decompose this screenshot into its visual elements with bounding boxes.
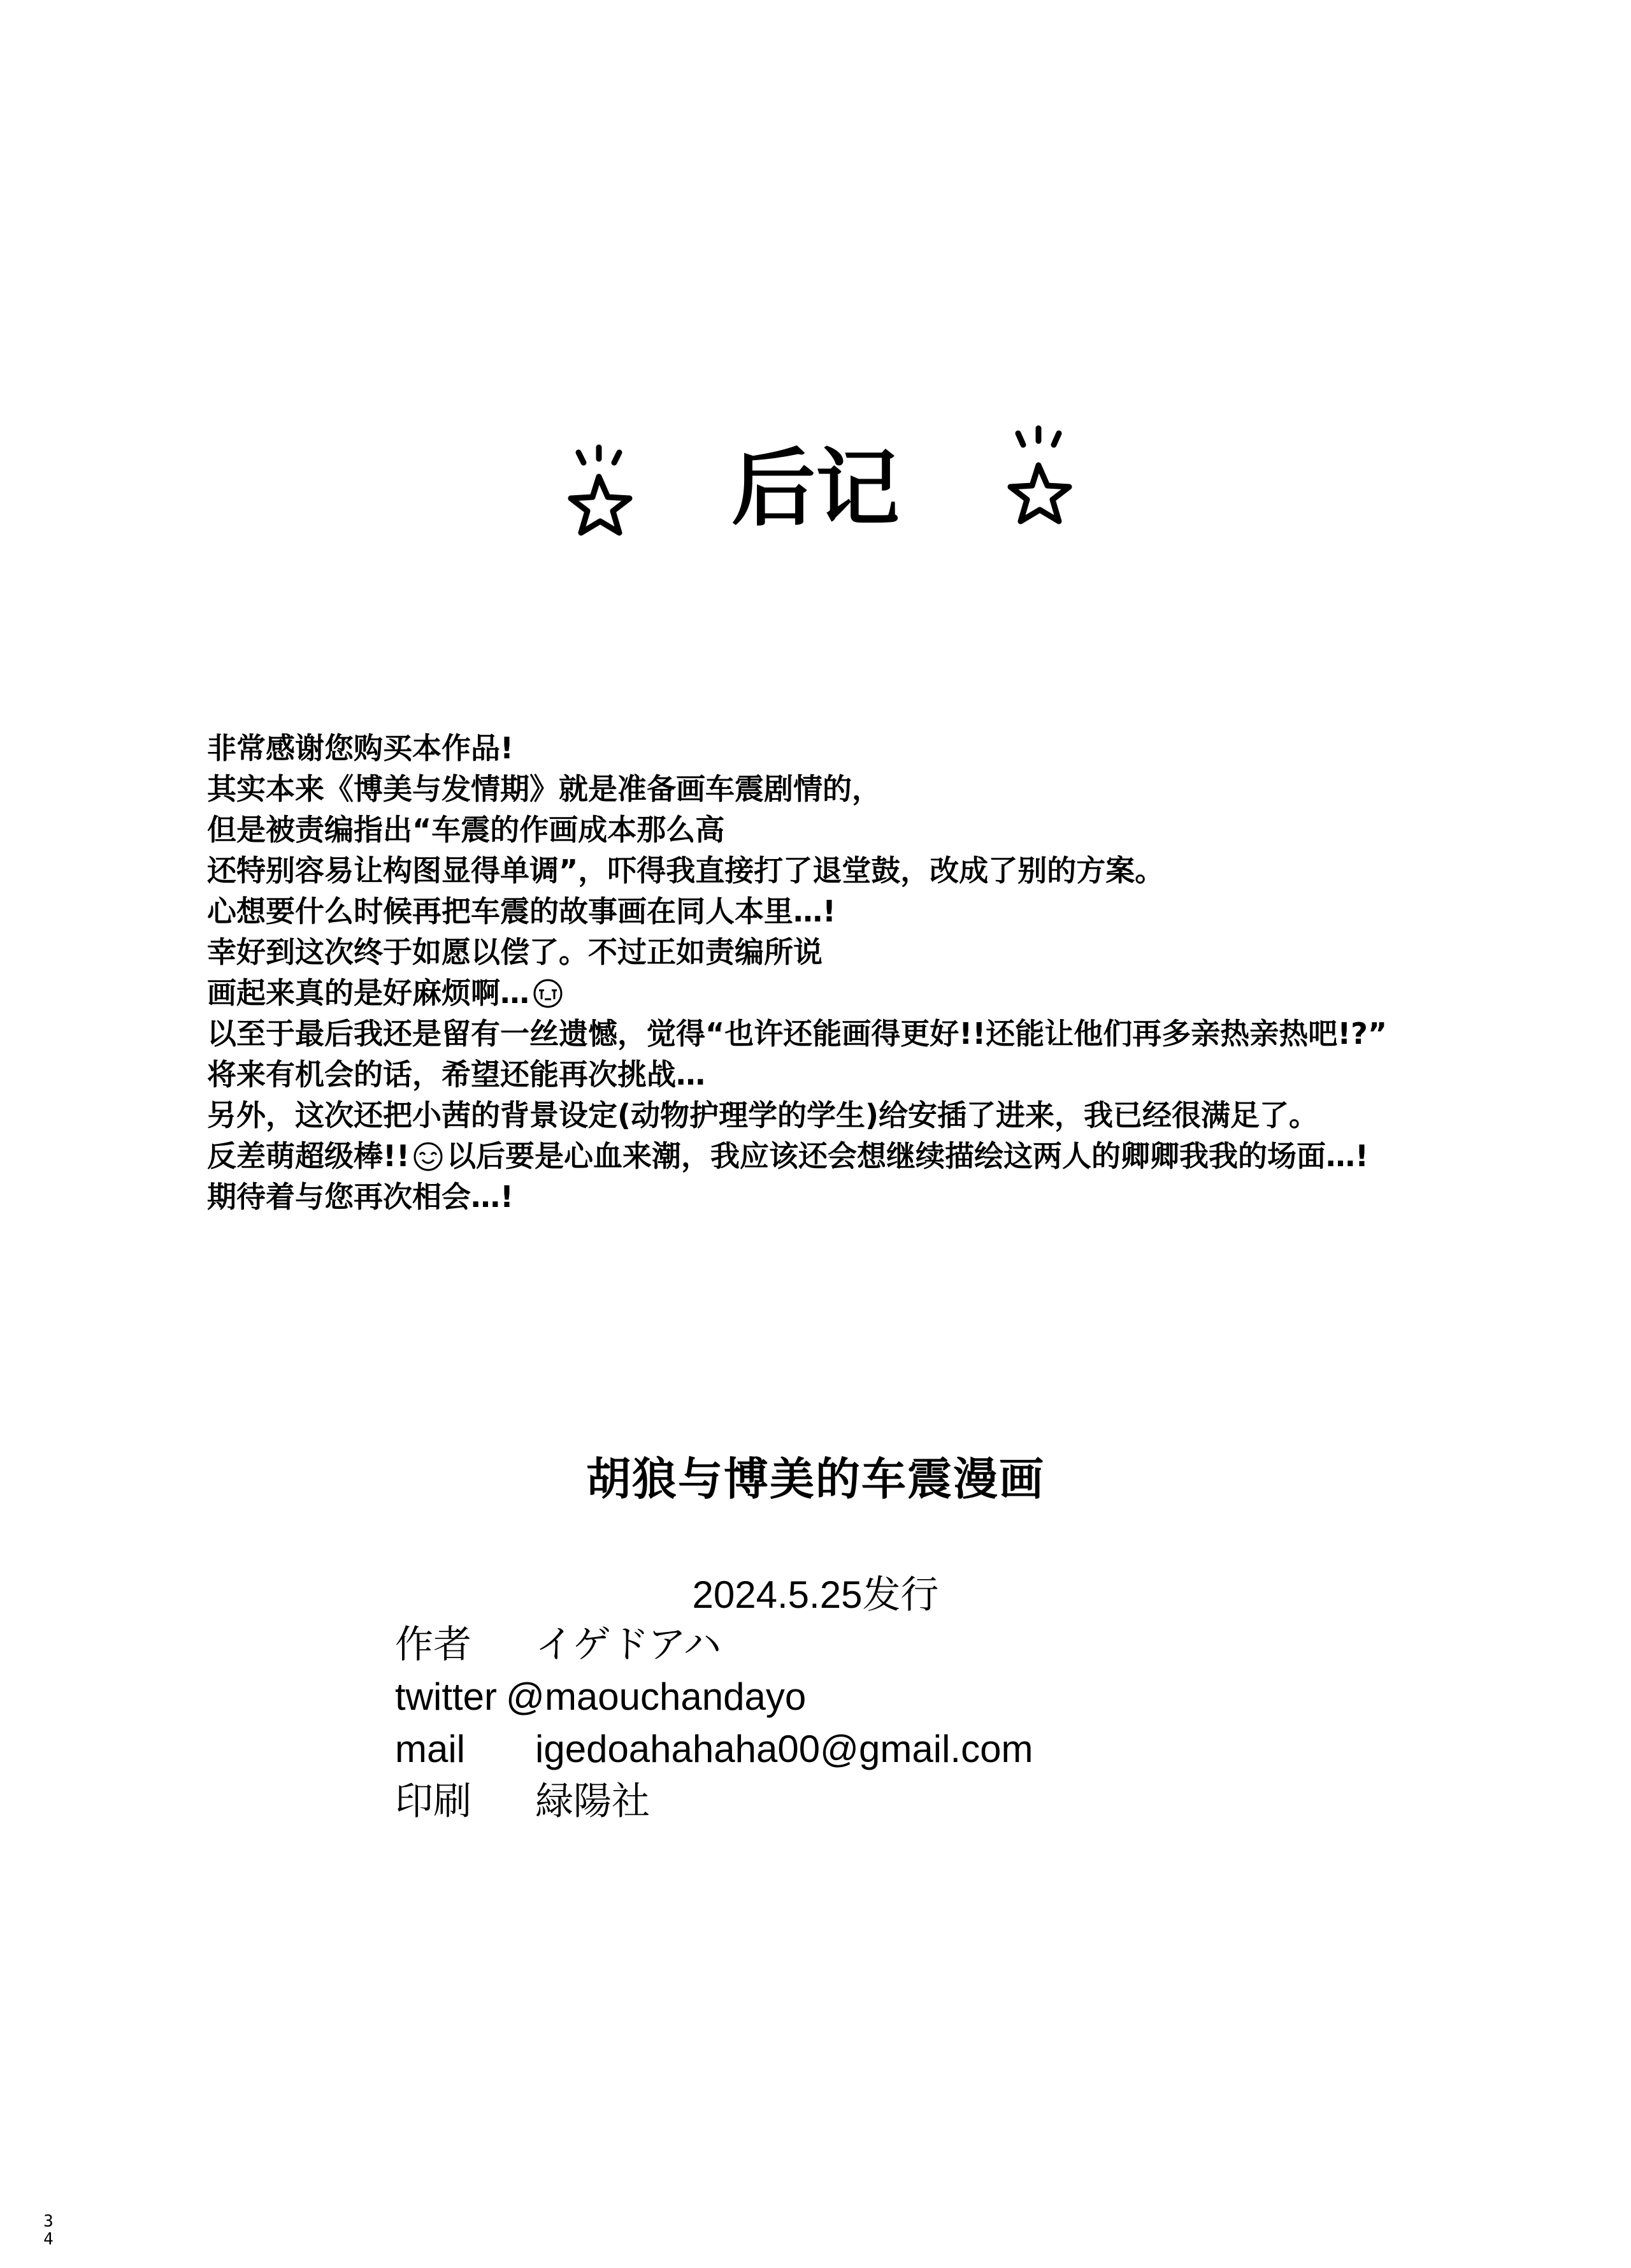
star-icon — [571, 447, 629, 533]
afterword-heading-art — [548, 414, 1083, 554]
body-line: 期待着与您再次相会…! — [207, 1180, 514, 1214]
afterword-body — [207, 728, 1481, 1217]
body-line: 非常感谢您购买本作品! — [207, 731, 514, 765]
star-icon — [1010, 428, 1069, 521]
mail-label: mail — [395, 1728, 466, 1770]
colophon-mail-row — [395, 1723, 1033, 1775]
body-line: 以至于最后我还是留有一丝遗憾，觉得“也许还能画得更好!!还能让他们再多亲热亲热吧!?” — [207, 1016, 1388, 1051]
page-number — [42, 2213, 55, 2248]
twitter-label: twitter — [395, 1675, 498, 1718]
body-line-text: 反差萌超级棒!! — [207, 1139, 410, 1173]
colophon-author-row — [395, 1619, 1033, 1671]
body-line-with-emoji — [207, 972, 1481, 1013]
author-label: 作者 — [395, 1623, 471, 1666]
twitter-value: @maouchandayo — [506, 1675, 807, 1718]
body-line: 将来有机会的话，希望还能再次挑战… — [207, 1057, 705, 1092]
mail-value: igedoahahaha00@gmail.com — [535, 1728, 1033, 1770]
print-value: 緑陽社 — [535, 1780, 650, 1823]
body-line: 但是被责编指出“车震的作画成本那么高 — [207, 813, 725, 847]
release-date: 2024.5.25发行 — [692, 1573, 939, 1616]
colophon-print-row — [395, 1775, 1033, 1828]
author-value: イゲドアハ — [535, 1623, 722, 1666]
body-line-text: 以后要是心血来潮，我应该还会想继续描绘这两人的卿卿我我的场面…! — [446, 1139, 1369, 1173]
page-number-digit: 4 — [43, 2230, 54, 2249]
book-title: 胡狼与博美的车震漫画 — [586, 1453, 1045, 1505]
body-line: 另外，这次还把小茜的背景设定(动物护理学的学生)给安插了进来，我已经很满足了。 — [207, 1098, 1319, 1132]
colophon-twitter-row — [395, 1671, 1033, 1723]
heading-title: 后记 — [731, 440, 900, 538]
page-number-digit: 3 — [43, 2212, 54, 2231]
colophon — [395, 1619, 1033, 1828]
print-label: 印刷 — [395, 1780, 471, 1823]
afterword-heading — [548, 414, 1083, 554]
body-line: 幸好到这次终于如愿以偿了。不过正如责编所说 — [207, 935, 823, 969]
body-line-text: 画起来真的是好麻烦啊… — [207, 976, 529, 1010]
body-line: 还特别容易让构图显得单调”，吓得我直接打了退堂鼓，改成了别的方案。 — [207, 853, 1165, 888]
body-line-with-emoji — [207, 1136, 1481, 1176]
body-line: 其实本来《博美与发情期》就是准备画车震剧情的， — [207, 772, 881, 806]
body-line: 心想要什么时候再把车震的故事画在同人本里…! — [207, 894, 836, 928]
